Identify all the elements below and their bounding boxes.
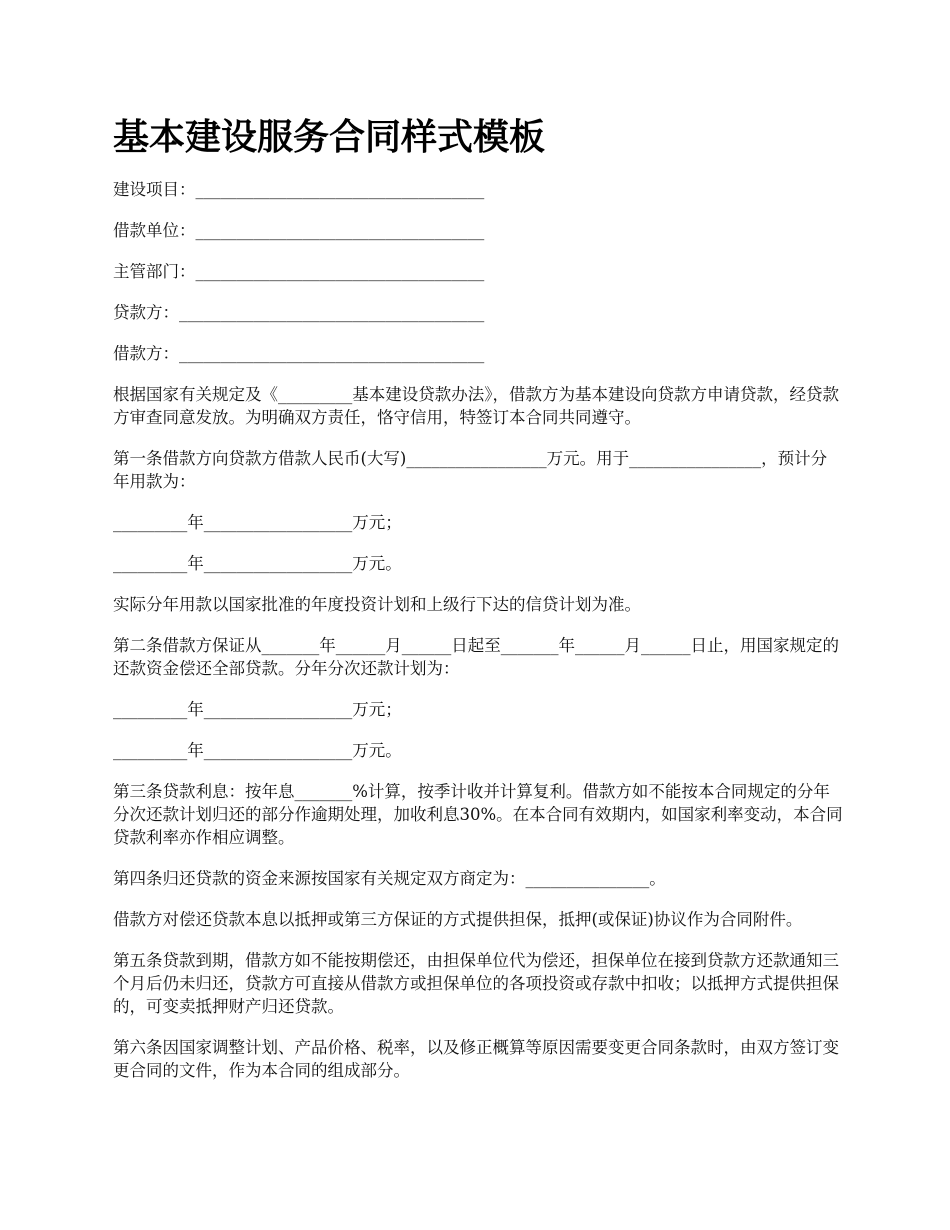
field-construction-project: 建设项目：___________________________________ bbox=[113, 180, 485, 199]
paragraph-article-5: 第五条贷款到期，借款方如不能按期偿还，由担保单位代为偿还，担保单位在接到贷款方还款通知三个月后仍未归还，贷款方可直接从借款方或担保单位的各项投资或存款中扣收；以抵押方式提供担保的，可变卖抵押财产归还贷款。 bbox=[113, 951, 839, 1016]
paragraph-year-line-1: _________年__________________万元； bbox=[113, 513, 402, 532]
field-competent-department: 主管部门：___________________________________ bbox=[113, 262, 485, 281]
paragraph-repay-line-2: _________年__________________万元。 bbox=[113, 741, 402, 760]
paragraph-repay-line-1: _________年__________________万元； bbox=[113, 700, 402, 719]
paragraph-year-line-2: _________年__________________万元。 bbox=[113, 554, 402, 573]
field-lender: 贷款方：_____________________________________ bbox=[113, 303, 485, 322]
paragraph-article-6: 第六条因国家调整计划、产品价格、税率，以及修正概算等原因需要变更合同条款时，由双方签订变更合同的文件，作为本合同的组成部分。 bbox=[113, 1038, 839, 1080]
paragraph-article-3: 第三条贷款利息：按年息_______%计算，按季计收并计算复利。借款方如不能按本合同规定的分年分次还款计划归还的部分作逾期处理，加收利息30%。在本合同有效期内，如国家利率变动，本合同贷款利率亦作相应调整。 bbox=[113, 782, 843, 847]
paragraph-guarantee: 借款方对偿还贷款本息以抵押或第三方保证的方式提供担保，抵押(或保证)协议作为合同附件。 bbox=[113, 910, 803, 929]
paragraph-article-2: 第二条借款方保证从_______年______月______日起至_______年______月______日止，用国家规定的还款资金偿还全部贷款。分年分次还款计划为： bbox=[113, 636, 839, 678]
field-borrowing-unit: 借款单位：___________________________________ bbox=[113, 221, 485, 240]
paragraph-preamble: 根据国家有关规定及《_________基本建设贷款办法》，借款方为基本建设向贷款方申请贷款，经贷款方审查同意发放。为明确双方责任，恪守信用，特签订本合同共同遵守。 bbox=[113, 385, 839, 427]
paragraph-article-1: 第一条借款方向贷款方借款人民币(大写)_________________万元。用于________________，预计分年用款为： bbox=[113, 449, 828, 491]
document-title: 基本建设服务合同样式模板 bbox=[113, 116, 546, 158]
paragraph-annual-usage-note: 实际分年用款以国家批准的年度投资计划和上级行下达的信贷计划为准。 bbox=[113, 595, 641, 614]
paragraph-article-4: 第四条归还贷款的资金来源按国家有关规定双方商定为：_______________。 bbox=[113, 869, 666, 888]
document-page bbox=[113, 112, 843, 1100]
field-borrower: 借款方：_____________________________________ bbox=[113, 344, 485, 363]
